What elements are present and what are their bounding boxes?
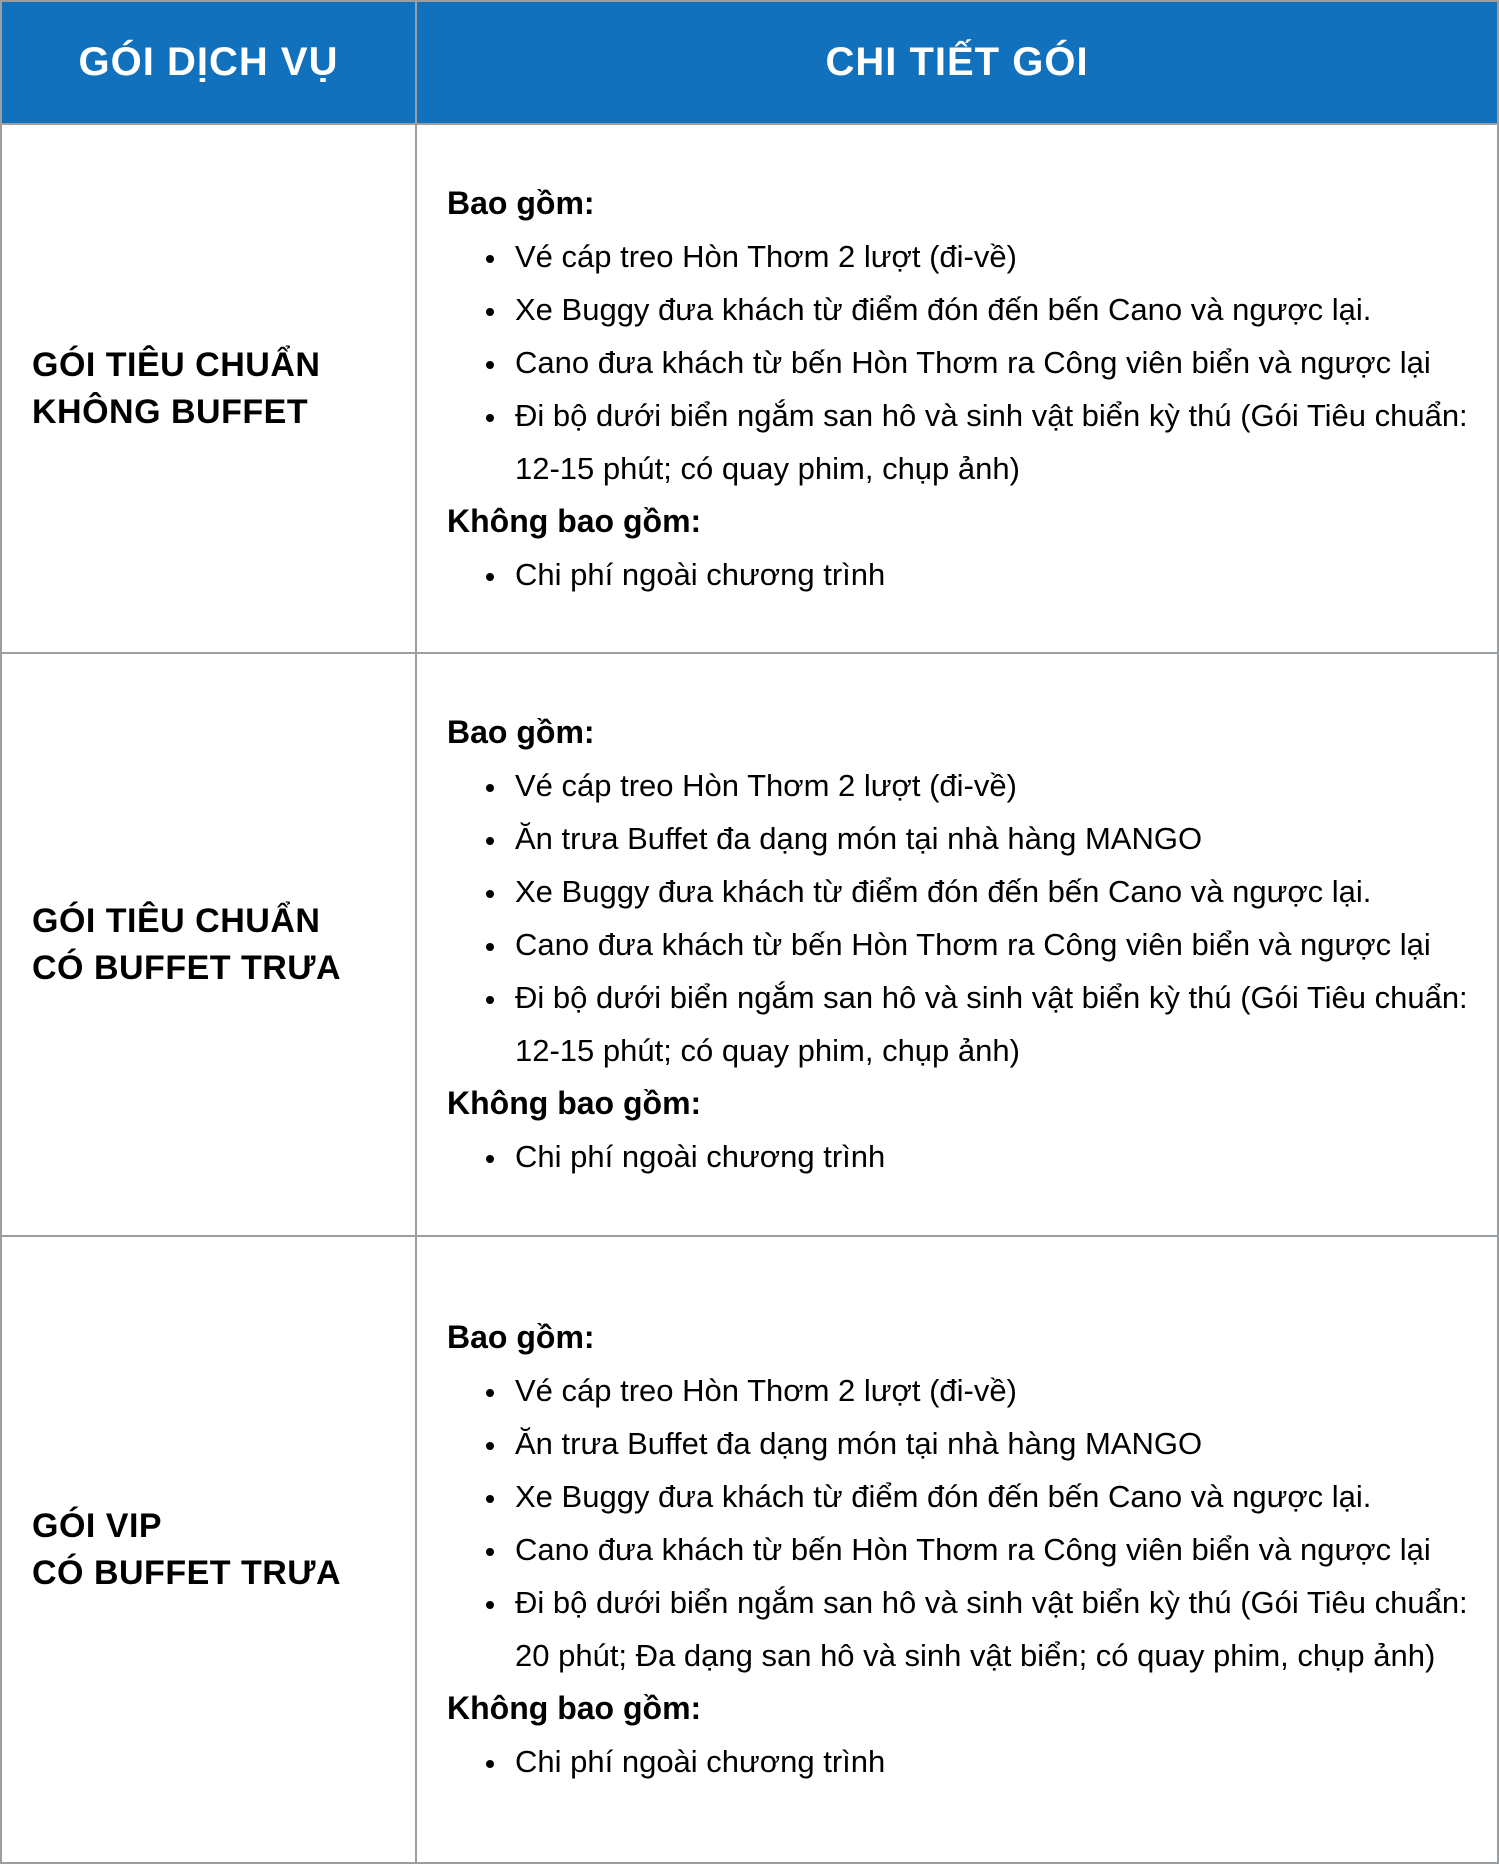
bullet-item: • Xe Buggy đưa khách từ điểm đón đến bến Cano và ngược lại.	[509, 865, 1473, 918]
package-name-line: CÓ BUFFET TRƯA	[32, 1553, 342, 1592]
section-heading: Không bao gồm:	[447, 1690, 702, 1726]
section-heading: Bao gồm:	[447, 184, 595, 221]
bullet-list	[447, 1735, 1473, 1788]
package-name-line: GÓI TIÊU CHUẨN	[32, 901, 321, 940]
bullet-list	[447, 1130, 1473, 1183]
bullet-item: • Vé cáp treo Hòn Thơm 2 lượt (đi-về)	[509, 1364, 1473, 1417]
section-heading: Bao gồm:	[447, 1319, 595, 1355]
table-row	[1, 653, 1498, 1236]
package-name-line: GÓI TIÊU CHUẨN	[32, 345, 321, 384]
bullet-item: • Xe Buggy đưa khách từ điểm đón đến bến Cano và ngược lại.	[509, 1470, 1473, 1523]
table-row	[1, 124, 1498, 653]
package-details-cell	[416, 1236, 1498, 1863]
package-name-line: KHÔNG BUFFET	[32, 392, 309, 431]
package-name-cell	[1, 1236, 416, 1863]
bullet-item: • Cano đưa khách từ bến Hòn Thơm ra Công viên biển và ngược lại	[509, 1523, 1473, 1576]
package-name-cell	[1, 653, 416, 1236]
bullet-item: • Chi phí ngoài chương trình	[509, 1130, 1473, 1183]
section-heading: Không bao gồm:	[447, 1085, 702, 1121]
section-heading: Bao gồm:	[447, 714, 595, 750]
section-heading: Không bao gồm:	[447, 502, 702, 539]
package-name-line: CÓ BUFFET TRƯA	[32, 948, 342, 987]
header-cell-package-column: GÓI DỊCH VỤ	[1, 1, 416, 124]
bullet-list	[447, 230, 1473, 495]
bullet-item: • Chi phí ngoài chương trình	[509, 548, 1473, 601]
bullet-item: • Cano đưa khách từ bến Hòn Thơm ra Công viên biển và ngược lại	[509, 336, 1473, 389]
table-header	[1, 1, 1498, 124]
bullet-list	[447, 548, 1473, 601]
package-name-line: GÓI VIP	[32, 1506, 163, 1545]
bullet-list	[447, 1364, 1473, 1682]
bullet-item: • Ăn trưa Buffet đa dạng món tại nhà hàng MANGO	[509, 812, 1473, 865]
bullet-list	[447, 759, 1473, 1077]
bullet-item: • Đi bộ dưới biển ngắm san hô và sinh vật biển kỳ thú (Gói Tiêu chuẩn: 12-15 phút; có quay phim, chụp ảnh)	[509, 389, 1473, 495]
package-name-cell	[1, 124, 416, 653]
header-row	[1, 1, 1498, 124]
table-body	[1, 124, 1498, 1863]
bullet-item: • Ăn trưa Buffet đa dạng món tại nhà hàng MANGO	[509, 1417, 1473, 1470]
bullet-item: • Vé cáp treo Hòn Thơm 2 lượt (đi-về)	[509, 759, 1473, 812]
header-cell-details-column: CHI TIẾT GÓI	[416, 1, 1498, 124]
table-row	[1, 1236, 1498, 1863]
bullet-item: • Chi phí ngoài chương trình	[509, 1735, 1473, 1788]
package-details-cell	[416, 124, 1498, 653]
package-details-cell	[416, 653, 1498, 1236]
bullet-item: • Đi bộ dưới biển ngắm san hô và sinh vật biển kỳ thú (Gói Tiêu chuẩn: 12-15 phút; có quay phim, chụp ảnh)	[509, 971, 1473, 1077]
bullet-item: • Xe Buggy đưa khách từ điểm đón đến bến Cano và ngược lại.	[509, 283, 1473, 336]
bullet-item: • Cano đưa khách từ bến Hòn Thơm ra Công viên biển và ngược lại	[509, 918, 1473, 971]
bullet-item: • Vé cáp treo Hòn Thơm 2 lượt (đi-về)	[509, 230, 1473, 283]
bullet-item: • Đi bộ dưới biển ngắm san hô và sinh vật biển kỳ thú (Gói Tiêu chuẩn: 20 phút; Đa dạng san hô và sinh vật biển; có quay phim, chụp ảnh)	[509, 1576, 1473, 1682]
